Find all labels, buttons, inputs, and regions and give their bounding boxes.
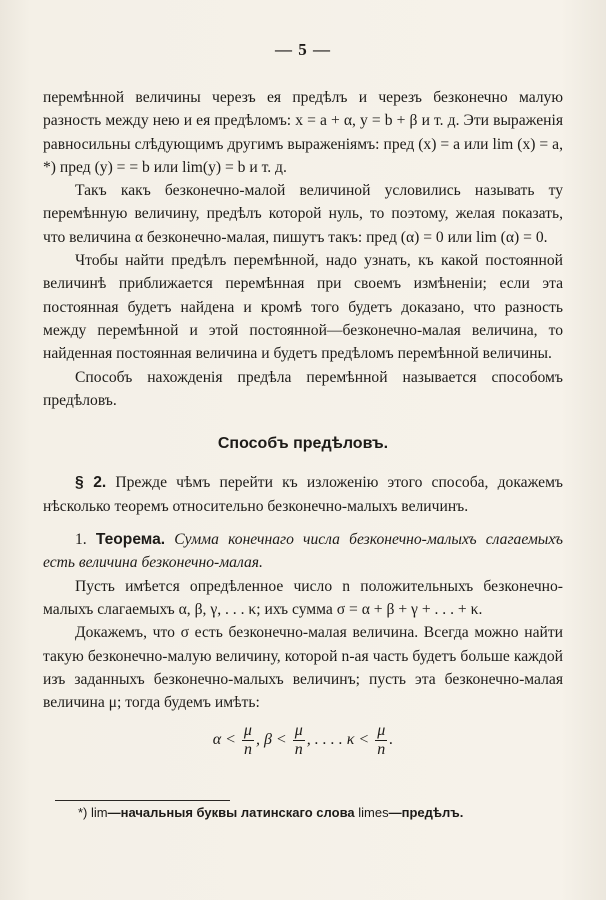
inequality-formula xyxy=(43,722,563,766)
theorem-label: Теорема. xyxy=(95,531,166,549)
paragraph-5: Пусть имѣется опредѣленное число n положительныхъ безконечно-малыхъ слагаемыхъ α, β, γ, . . . κ; ихъ сумма σ = α + β + γ + . . . + κ. xyxy=(43,577,563,618)
footnote-rule xyxy=(55,800,230,801)
section-text: Прежде чѣмъ перейти къ изложенію этого способа, докажемъ нѣсколько теоремъ относительно безконечно-малыхъ величинъ. xyxy=(43,474,563,515)
main-text xyxy=(43,86,563,766)
fraction-numerator: μ xyxy=(294,722,303,740)
theorem-statement: Сумма конечнаго числа безконечно-малыхъ слагаемыхъ есть величина безконечно-малая. xyxy=(43,531,563,572)
paragraph-3: Чтобы найти предѣлъ перемѣнной, надо узнать, къ какой постоянной величинѣ приближается перемѣнная при своемъ измѣненіи; если эта постоянная будетъ найдена и кромѣ того будетъ доказано, что разность между перемѣнной и этой постоянной—безконечно-малая величина, то найденная постоянная величина и будетъ предѣломъ перемѣнной величины. xyxy=(43,252,563,363)
paragraph-6: Докажемъ, что σ есть безконечно-малая величина. Всегда можно найти такую безконечно-малую величину, которой n-ая часть будетъ больше каждой изъ заданныхъ безконечно-малыхъ величинъ; пусть эта безконечно-малая величина μ; тогда будемъ имѣть: xyxy=(43,624,563,712)
footnote-word: limes xyxy=(358,805,389,820)
footnote-text: —начальныя буквы латинскаго слова xyxy=(107,805,355,820)
fraction-denominator: n xyxy=(243,741,252,759)
section-label: § 2. xyxy=(75,474,107,492)
theorem-paragraph xyxy=(43,528,563,575)
fraction-denominator: n xyxy=(294,741,303,759)
formula-term-4: . xyxy=(389,731,394,749)
paragraph-4: Способъ нахожденія предѣла перемѣнной называется способомъ предѣловъ. xyxy=(43,368,563,409)
fraction-3 xyxy=(375,722,387,759)
formula-term-1: α < xyxy=(212,731,236,749)
paragraph-2: Такъ какъ безконечно-малой величиной условились называть ту перемѣнную величину, предѣлъ которой нуль, то поэтому, желая показать, что величина α безконечно-малая, пишутъ такъ: пред (α) = 0 или lim (α) = 0. xyxy=(43,182,563,246)
theorem-number: 1. xyxy=(75,531,87,549)
formula-term-2: , β < xyxy=(255,731,287,749)
paragraph-1: перемѣнной величины черезъ ея предѣлъ и черезъ безконечно малую разность между нею и ея предѣломъ: x = a + α, y = b + β и т. д. Эти выраженія равносильны слѣдующимъ другимъ выраженіямъ: пред (x) = a или lim (x) = a, *) пред (y) = = b или lim(y) = b и т. д. xyxy=(43,89,563,176)
fraction-1 xyxy=(242,722,254,759)
fraction-numerator: μ xyxy=(377,722,386,740)
section-paragraph xyxy=(43,471,563,518)
fraction-2 xyxy=(293,722,305,759)
footnote-tail: —предѣлъ. xyxy=(388,805,464,820)
fraction-numerator: μ xyxy=(243,722,252,740)
footnote-mark: *) lim xyxy=(78,805,108,820)
footnote xyxy=(78,805,558,820)
fraction-denominator: n xyxy=(377,741,386,759)
page-number: — 5 — xyxy=(275,40,331,59)
formula-term-3: , . . . . κ < xyxy=(306,731,370,749)
section-heading: Способъ предѣловъ. xyxy=(217,435,389,453)
